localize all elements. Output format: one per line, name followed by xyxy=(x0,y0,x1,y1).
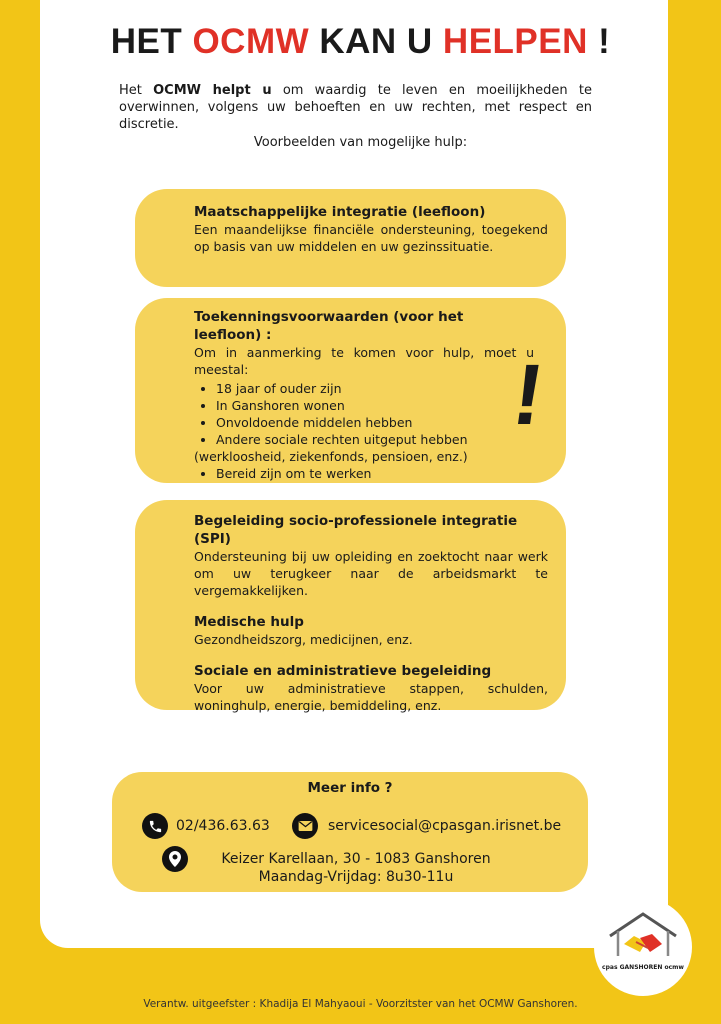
contact-title: Meer info ? xyxy=(307,780,393,796)
handshake-house-logo xyxy=(594,898,692,968)
card-text: Gezondheidszorg, medicijnen, enz. xyxy=(194,632,413,647)
exclamation-icon: ! xyxy=(507,347,550,443)
card-text: Voor uw administratieve stappen, schulden, woninghulp, energie, bemiddeling, enz. xyxy=(194,681,548,713)
card-begeleiding xyxy=(135,500,566,713)
list-item: • Andere sociale rechten uitgeput hebben xyxy=(216,431,534,448)
list-item: • Onvoldoende middelen hebben xyxy=(216,414,534,431)
title-part: HET xyxy=(110,22,193,61)
title-ocmw: OCMW xyxy=(192,22,310,61)
title-part: KAN U xyxy=(309,22,443,61)
email-link[interactable]: servicesocial@cpasgan.irisnet.be xyxy=(328,818,562,834)
conditions-note: (werkloosheid, ziekenfonds, pensioen, enz.) xyxy=(194,449,468,464)
card-heading: Begeleiding socio-professionele integratie (SPI) xyxy=(194,513,518,547)
card-heading: Maatschappelijke integratie (leefloon) xyxy=(194,204,486,220)
card-voorwaarden xyxy=(135,298,566,483)
list-item: • 18 jaar of ouder zijn xyxy=(216,380,534,397)
title-exclaim: ! xyxy=(587,22,611,61)
intro-bold: OCMW helpt u xyxy=(153,83,272,98)
logo-caption: cpas GANSHOREN ocmw xyxy=(602,964,684,971)
intro-paragraph xyxy=(119,82,592,133)
location-pin-icon xyxy=(162,846,188,872)
phone-link[interactable]: 02/436.63.63 xyxy=(176,818,270,834)
title-helpen: HELPEN xyxy=(442,22,588,61)
card-heading: Toekenningsvoorwaarden (voor het leefloon) : xyxy=(194,309,464,343)
card-heading: Medische hulp xyxy=(194,614,304,630)
conditions-list xyxy=(194,380,534,448)
opening-hours: Maandag-Vrijdag: 8u30-11u xyxy=(258,869,454,885)
list-item: • In Ganshoren wonen xyxy=(216,397,534,414)
card-text: Om in aanmerking te komen voor hulp, moet u meestal: xyxy=(194,345,534,377)
address-block xyxy=(212,850,500,886)
card-heading: Sociale en administratieve begeleiding xyxy=(194,663,492,679)
card-leefloon xyxy=(135,189,566,287)
examples-heading: Voorbeelden van mogelijke hulp: xyxy=(253,135,468,150)
conditions-list-last xyxy=(194,465,534,482)
contact-box xyxy=(112,772,588,892)
card-text: Een maandelijkse financiële ondersteuning, toegekend op basis van uw middelen en uw gezinssituatie. xyxy=(194,222,548,254)
phone-icon xyxy=(142,813,168,839)
footer-publisher: Verantw. uitgeefster : Khadija El Mahyaoui - Voorzitster van het OCMW Ganshoren. xyxy=(143,998,578,1010)
intro-lead: Het xyxy=(119,83,154,98)
card-text: Ondersteuning bij uw opleiding en zoektocht naar werk om uw terugkeer naar de arbeidsmarkt te vergemakkelijken. xyxy=(194,549,548,598)
page-title xyxy=(0,22,721,62)
ocmw-logo xyxy=(594,898,692,996)
list-item: • Bereid zijn om te werken xyxy=(216,465,534,482)
intro-rest: om waardig te leven en moeilijkheden te overwinnen, volgens uw behoeften en uw rechten, met respect en discretie. xyxy=(119,83,592,132)
address-line: Keizer Karellaan, 30 - 1083 Ganshoren xyxy=(221,851,491,867)
mail-icon xyxy=(292,813,318,839)
